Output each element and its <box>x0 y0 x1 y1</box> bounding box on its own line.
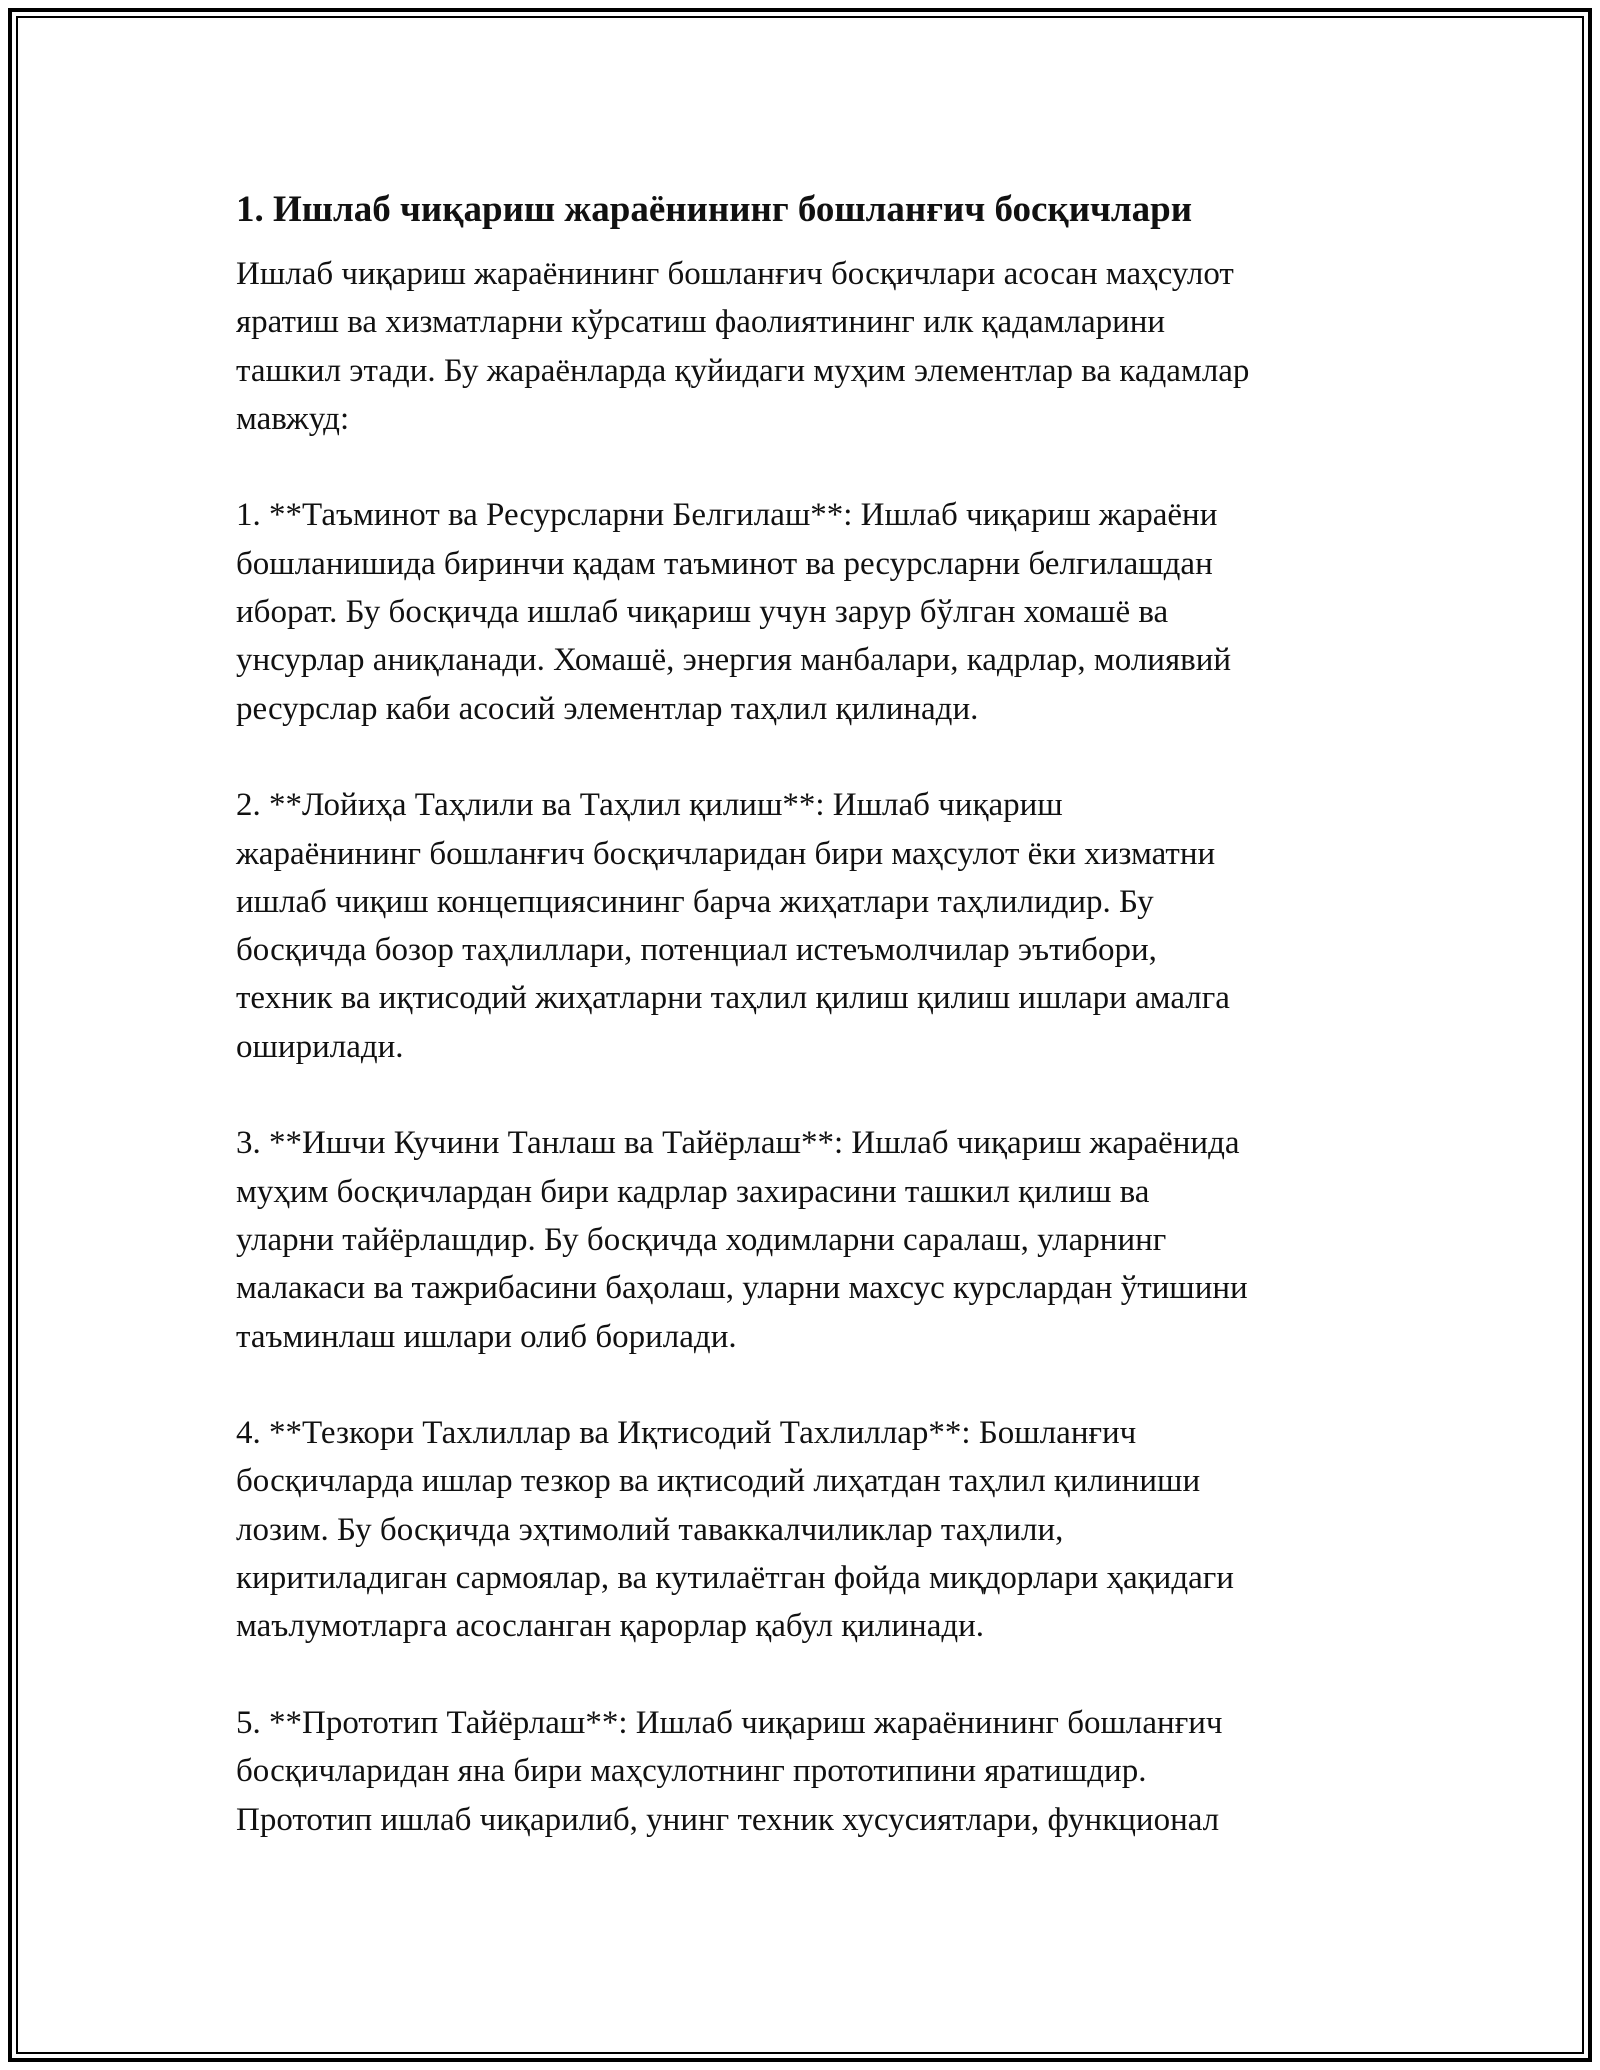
text-line: 3. **Ишчи Кучини Танлаш ва Тайёрлаш**: Ишлаб чиқариш жараёнида <box>236 1125 1240 1162</box>
text-line: 5. **Прототип Тайёрлаш**: Ишлаб чиқариш жараёнининг бошланғич <box>236 1704 1223 1741</box>
paragraph-item-3 <box>236 1119 1380 1360</box>
text-line: таъминлаш ишлари олиб борилади. <box>236 1318 737 1355</box>
document-body <box>236 186 1380 1844</box>
text-line: малакаси ва тажрибасини баҳолаш, уларни махсус курслардан ўтишини <box>236 1270 1248 1307</box>
text-line: мавжуд: <box>236 400 350 437</box>
text-line: унсурлар аниқланади. Хомашё, энергия манбалари, кадрлар, молиявий <box>236 642 1232 679</box>
text-line: маълумотларга асосланган қарорлар қабул қилинади. <box>236 1608 985 1645</box>
text-line: лозим. Бу босқичда эҳтимолий таваккалчиликлар таҳлили, <box>236 1511 1064 1548</box>
paragraph-intro <box>236 250 1380 443</box>
text-line: босқичларда ишлар тезкор ва иқтисодий лиҳатдан таҳлил қилиниши <box>236 1463 1201 1500</box>
text-line: 2. **Лойиҳа Таҳлили ва Таҳлил қилиш**: Ишлаб чиқариш <box>236 787 1063 824</box>
text-line: Ишлаб чиқариш жараёнининг бошланғич босқичлари асосан маҳсулот <box>236 256 1234 292</box>
text-line: оширилади. <box>236 1028 404 1065</box>
text-line: техник ва иқтисодий жиҳатларни таҳлил қилиш қилиш ишлари амалга <box>236 980 1230 1017</box>
text-line: жараёнининг бошланғич босқичларидан бири маҳсулот ёки хизматни <box>236 835 1216 872</box>
paragraph-gap <box>236 1361 1380 1409</box>
paragraph-gap <box>236 443 1380 491</box>
text-line: босқичда бозор таҳлиллари, потенциал истеъмолчилар эътибори, <box>236 932 1157 969</box>
paragraph-item-2 <box>236 781 1380 1071</box>
section-heading: 1. Ишлаб чиқариш жараёнининг бошланғич босқичлари <box>236 189 1193 230</box>
text-line: 1. **Таъминот ва Ресурсларни Белгилаш**: Ишлаб чиқариш жараёни <box>236 497 1218 534</box>
text-line: киритиладиган сармоялар, ва кутилаётган фойда миқдорлари ҳақидаги <box>236 1560 1234 1597</box>
paragraph-gap <box>236 1071 1380 1119</box>
text-line: яратиш ва хизматларни кўрсатиш фаолиятининг илк қадамларини <box>236 304 1166 341</box>
paragraph-item-5 <box>236 1699 1380 1844</box>
paragraph-item-1 <box>236 491 1380 732</box>
paragraph-gap <box>236 733 1380 781</box>
text-line: ресурслар каби асосий элементлар таҳлил қилинади. <box>236 690 979 727</box>
text-line: 4. **Тезкори Тахлиллар ва Иқтисодий Тахлиллар**: Бошланғич <box>236 1415 1137 1452</box>
text-line: Прототип ишлаб чиқарилиб, унинг техник хусусиятлари, функционал <box>236 1801 1220 1838</box>
paragraph-item-4 <box>236 1409 1380 1650</box>
text-line: иборат. Бу босқичда ишлаб чиқариш учун зарур бўлган хомашё ва <box>236 594 1169 631</box>
text-line: уларни тайёрлашдир. Бу босқичда ходимларни саралаш, уларнинг <box>236 1221 1167 1258</box>
text-line: босқичларидан яна бири маҳсулотнинг прототипини яратишдир. <box>236 1753 1147 1790</box>
text-line: ташкил этади. Бу жараёнларда қуйидаги муҳим элементлар ва кадамлар <box>236 352 1250 389</box>
text-line: ишлаб чиқиш концепциясининг барча жиҳатлари таҳлилидир. Бу <box>236 883 1154 920</box>
text-line: муҳим босқичлардан бири кадрлар захирасини ташкил қилиш ва <box>236 1173 1150 1210</box>
text-line: бошланишида биринчи қадам таъминот ва ресурсларни белгилашдан <box>236 545 1213 582</box>
paragraph-gap <box>236 1651 1380 1699</box>
